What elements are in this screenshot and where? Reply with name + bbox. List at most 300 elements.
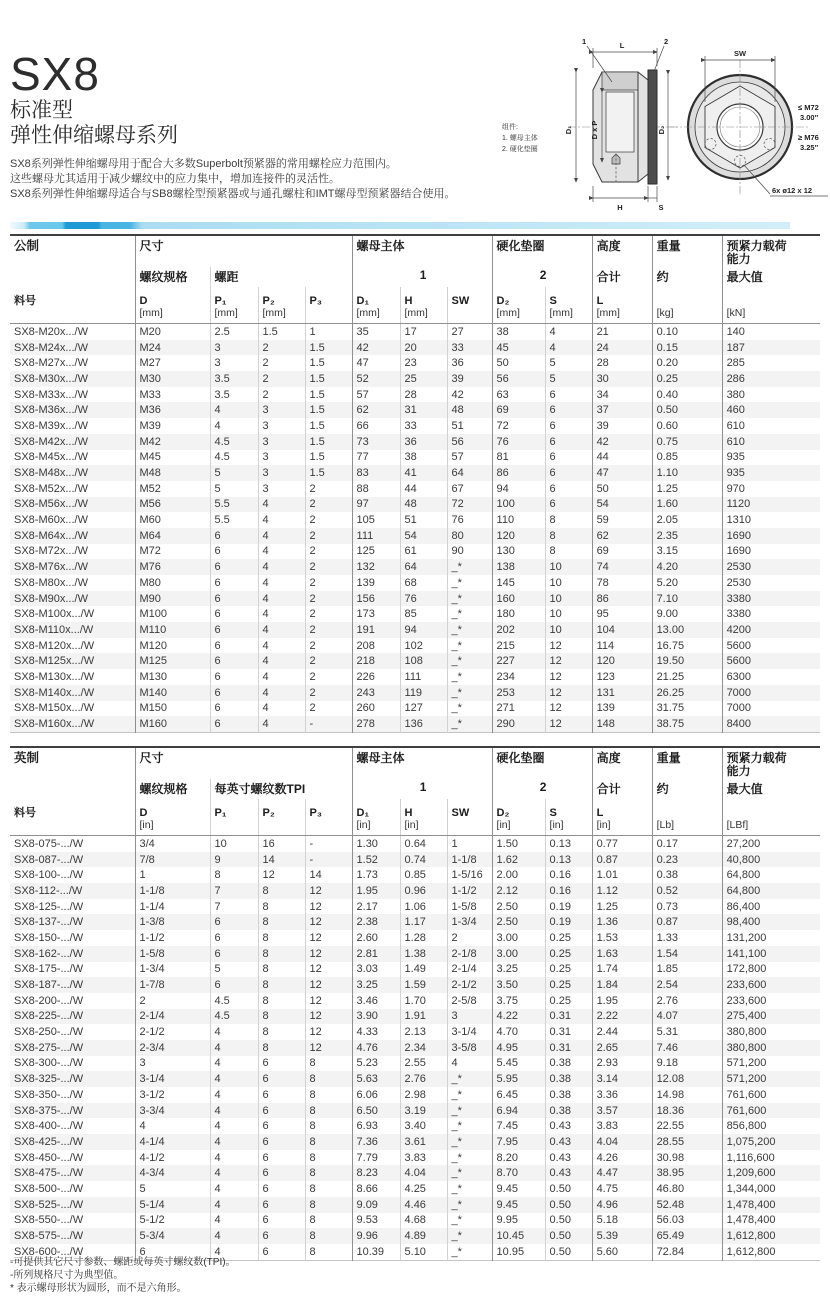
- table-cell: 1,478,400: [722, 1213, 820, 1229]
- table-cell: 2: [447, 930, 492, 946]
- table-cell: 73: [352, 434, 400, 450]
- table-row: [10, 1134, 820, 1150]
- table-cell: 1690: [722, 528, 820, 544]
- table-cell: M36: [135, 402, 210, 418]
- table-cell: 12: [545, 653, 592, 669]
- table-cell: 4: [210, 402, 258, 418]
- table-cell: 39: [447, 371, 492, 387]
- table-cell: 4: [210, 1118, 258, 1134]
- table-cell: 1.38: [400, 946, 447, 962]
- column-header: SW: [447, 287, 492, 324]
- table-cell: 12: [305, 883, 352, 899]
- table-cell: SX8-M140x.../W: [14, 686, 95, 699]
- table-cell: M39: [135, 418, 210, 434]
- table-cell: 4-1/4: [135, 1134, 210, 1150]
- table-cell: 125: [352, 544, 400, 560]
- table-cell: 6: [258, 1087, 305, 1103]
- table-cell: 1: [447, 836, 492, 852]
- table-cell: 0.19: [545, 914, 592, 930]
- table-cell: 1,116,600: [722, 1150, 820, 1166]
- table-cell: 139: [592, 701, 652, 717]
- table-cell: 2.65: [592, 1040, 652, 1056]
- group-header: 硬化垫圈: [492, 747, 592, 779]
- table-cell: 6.45: [492, 1087, 545, 1103]
- table-cell: 94: [400, 622, 447, 638]
- table-cell: 78: [592, 575, 652, 591]
- annotation-hex-max-metric: ≤ M72: [798, 103, 819, 112]
- table-cell: 86: [492, 465, 545, 481]
- table-cell: 1.74: [592, 962, 652, 978]
- table-cell: 31: [400, 402, 447, 418]
- table-cell: SX8-400-.../W: [14, 1120, 84, 1133]
- table-cell: 0.60: [652, 418, 722, 434]
- table-cell: 76: [492, 434, 545, 450]
- table-cell: 64,800: [722, 883, 820, 899]
- table-cell: 1.91: [400, 1009, 447, 1025]
- table-cell: 120: [492, 528, 545, 544]
- table-cell: 5: [545, 355, 592, 371]
- table-cell: 3: [258, 434, 305, 450]
- table-cell: 8: [305, 1087, 352, 1103]
- table-cell: M20: [135, 324, 210, 340]
- table-cell: 0.85: [652, 450, 722, 466]
- table-cell: M24: [135, 340, 210, 356]
- table-cell: 6: [210, 701, 258, 717]
- table-cell: 1-5/8: [135, 946, 210, 962]
- table-cell: 1-1/2: [135, 930, 210, 946]
- table-cell: 38: [400, 450, 447, 466]
- table-cell: 7000: [722, 685, 820, 701]
- table-cell: 1.06: [400, 899, 447, 915]
- table-row: [10, 930, 820, 946]
- table-cell: 8: [258, 1024, 305, 1040]
- table-cell: SX8-375-.../W: [14, 1104, 84, 1117]
- table-cell: 4: [258, 591, 305, 607]
- table-cell: 6: [210, 575, 258, 591]
- table-row: [10, 340, 820, 356]
- table-cell: 1.49: [400, 962, 447, 978]
- table-row: [10, 465, 820, 481]
- table-cell: 41: [400, 465, 447, 481]
- table-cell: _*: [447, 1228, 492, 1244]
- table-cell: 36: [447, 355, 492, 371]
- table-cell: SX8-M76x.../W: [14, 561, 88, 574]
- table-cell: 4: [258, 716, 305, 732]
- table-cell: 4.33: [352, 1024, 400, 1040]
- table-cell: 28.55: [652, 1134, 722, 1150]
- table-cell: 1: [135, 867, 210, 883]
- table-cell: 4.95: [492, 1040, 545, 1056]
- table-cell: 610: [722, 418, 820, 434]
- table-cell: 6: [258, 1134, 305, 1150]
- description: [10, 157, 456, 202]
- table-cell: M120: [135, 638, 210, 654]
- footnote: -可提供其它尺寸参数、螺距或每英寸螺纹数(TPI)。: [10, 1257, 236, 1268]
- table-cell: 2.81: [352, 946, 400, 962]
- table-cell: 4.76: [352, 1040, 400, 1056]
- table-cell: 114: [592, 638, 652, 654]
- table-cell: 140: [722, 324, 820, 340]
- group-header: 1: [352, 779, 492, 799]
- table-cell: 8: [305, 1134, 352, 1150]
- table-cell: 4: [210, 1071, 258, 1087]
- table-cell: 12: [305, 962, 352, 978]
- table-cell: 12: [545, 669, 592, 685]
- table-cell: 4: [210, 1165, 258, 1181]
- column-header: H [in]: [400, 799, 447, 836]
- table-row: [10, 450, 820, 466]
- table-cell: 50: [492, 355, 545, 371]
- table-cell: 3: [447, 1009, 492, 1025]
- table-cell: 4: [258, 512, 305, 528]
- table-cell: 6: [258, 1118, 305, 1134]
- table-cell: SX8-M72x.../W: [14, 545, 88, 558]
- table-cell: 8: [258, 946, 305, 962]
- table-cell: 4: [545, 324, 592, 340]
- table-cell: 20: [400, 340, 447, 356]
- table-cell: 90: [447, 544, 492, 560]
- table-cell: 8: [305, 1071, 352, 1087]
- table-cell: 160: [492, 591, 545, 607]
- group-header: 尺寸: [135, 235, 352, 267]
- table-cell: 6.94: [492, 1103, 545, 1119]
- table-cell: 3-1/4: [447, 1024, 492, 1040]
- table-cell: 3.14: [592, 1071, 652, 1087]
- header-row: [10, 287, 820, 324]
- table-cell: SX8-575-.../W: [14, 1230, 84, 1243]
- group-header: 螺距: [210, 267, 352, 287]
- accent-gradient-bar: [10, 222, 790, 229]
- front-view: [670, 49, 828, 196]
- table-cell: 0.10: [652, 324, 722, 340]
- table-cell: 3: [258, 418, 305, 434]
- table-cell: 9.00: [652, 606, 722, 622]
- table-cell: SX8-M27x.../W: [14, 357, 88, 370]
- table-cell: 6: [258, 1071, 305, 1087]
- table-cell: 48: [400, 497, 447, 513]
- table-cell: 1.73: [352, 867, 400, 883]
- table-cell: 4: [210, 1024, 258, 1040]
- table-row: [10, 371, 820, 387]
- table-cell: 2: [258, 371, 305, 387]
- table-cell: 4.04: [400, 1165, 447, 1181]
- table-cell: 571,200: [722, 1071, 820, 1087]
- table-cell: SX8-M150x.../W: [14, 702, 95, 715]
- table-cell: 48: [447, 402, 492, 418]
- table-cell: 9.53: [352, 1213, 400, 1229]
- table-cell: 1.25: [592, 899, 652, 915]
- table-cell: 12: [545, 685, 592, 701]
- table-cell: 64: [400, 559, 447, 575]
- table-cell: 2: [305, 497, 352, 513]
- table-cell: SX8-137-.../W: [14, 916, 84, 929]
- table-cell: 102: [400, 638, 447, 654]
- table-cell: SX8-200-.../W: [14, 994, 84, 1007]
- column-header: P₂ [mm]: [258, 287, 305, 324]
- table-cell: 4.70: [492, 1024, 545, 1040]
- table-cell: SX8-M160x.../W: [14, 718, 95, 731]
- table-cell: 6: [210, 977, 258, 993]
- table-cell: M60: [135, 512, 210, 528]
- table-cell: 2: [258, 340, 305, 356]
- table-row: [10, 1118, 820, 1134]
- table-cell: 1-1/2: [447, 883, 492, 899]
- table-cell: SX8-162-.../W: [14, 947, 84, 960]
- table-cell: 0.17: [652, 836, 722, 852]
- table-row: [10, 1103, 820, 1119]
- table-cell: 227: [492, 653, 545, 669]
- table-cell: 4.5: [210, 1009, 258, 1025]
- table-cell: 8: [305, 1197, 352, 1213]
- table-cell: 12: [305, 899, 352, 915]
- table-cell: 2.13: [400, 1024, 447, 1040]
- group-header: 重量: [652, 235, 722, 267]
- table-cell: 8: [258, 1009, 305, 1025]
- table-cell: 4: [210, 1181, 258, 1197]
- metric-table: [10, 234, 820, 733]
- column-header: P₁ [mm]: [210, 287, 258, 324]
- table-cell: 1-3/4: [135, 962, 210, 978]
- table-cell: 17: [400, 324, 447, 340]
- table-cell: 202: [492, 622, 545, 638]
- table-cell: 35: [352, 324, 400, 340]
- table-cell: 2: [305, 701, 352, 717]
- table-cell: 1,209,600: [722, 1165, 820, 1181]
- footnote: -所列规格尺寸为典型值。: [10, 1270, 124, 1281]
- table-cell: 37: [592, 402, 652, 418]
- table-cell: 8.66: [352, 1181, 400, 1197]
- table-cell: 2: [305, 512, 352, 528]
- table-cell: 5.20: [652, 575, 722, 591]
- column-header: 料号: [10, 799, 135, 836]
- table-cell: 120: [592, 653, 652, 669]
- table-row: [10, 606, 820, 622]
- table-cell: 7: [210, 899, 258, 915]
- table-cell: 4.75: [592, 1181, 652, 1197]
- column-header: D₂ [in]: [492, 799, 545, 836]
- table-cell: 2: [305, 622, 352, 638]
- table-cell: 76: [400, 591, 447, 607]
- table-cell: 10: [545, 575, 592, 591]
- table-cell: 4: [210, 1040, 258, 1056]
- table-cell: 4: [258, 669, 305, 685]
- table-cell: 4: [210, 1197, 258, 1213]
- table-cell: 3.40: [400, 1118, 447, 1134]
- group-header: 螺母主体: [352, 235, 492, 267]
- table-cell: 3.5: [210, 387, 258, 403]
- table-cell: 44: [592, 450, 652, 466]
- table-cell: 218: [352, 653, 400, 669]
- table-cell: 4: [258, 622, 305, 638]
- table-cell: 8: [258, 962, 305, 978]
- table-cell: _*: [447, 1181, 492, 1197]
- table-row: [10, 836, 820, 852]
- table-cell: 1.70: [400, 993, 447, 1009]
- table-cell: 4: [135, 1118, 210, 1134]
- table-cell: 0.74: [400, 852, 447, 868]
- table-cell: 8: [305, 1056, 352, 1072]
- table-cell: 40,800: [722, 852, 820, 868]
- table-cell: SX8-600-.../W: [14, 1245, 84, 1258]
- table-row: [10, 1024, 820, 1040]
- table-cell: 1-3/4: [447, 914, 492, 930]
- table-cell: _*: [447, 575, 492, 591]
- table-cell: SX8-500-.../W: [14, 1182, 84, 1195]
- table-cell: 0.40: [652, 387, 722, 403]
- table-cell: 10.95: [492, 1244, 545, 1260]
- table-cell: 42: [447, 387, 492, 403]
- table-cell: 0.43: [545, 1118, 592, 1134]
- table-cell: _*: [447, 622, 492, 638]
- table-cell: 2.60: [352, 930, 400, 946]
- table-cell: 0.50: [545, 1181, 592, 1197]
- table-cell: 2: [305, 653, 352, 669]
- table-cell: 4: [447, 1056, 492, 1072]
- table-cell: 12: [305, 1024, 352, 1040]
- table-cell: 856,800: [722, 1118, 820, 1134]
- table-cell: SX8-175-.../W: [14, 963, 84, 976]
- table-cell: 380,800: [722, 1040, 820, 1056]
- table-cell: 5.5: [210, 512, 258, 528]
- table-row: [10, 1009, 820, 1025]
- table-cell: 2: [258, 387, 305, 403]
- table-cell: 52: [352, 371, 400, 387]
- table-cell: SX8-M48x.../W: [14, 467, 88, 480]
- table-cell: 31.75: [652, 701, 722, 717]
- table-cell: 62: [352, 402, 400, 418]
- table-cell: SX8-M120x.../W: [14, 639, 95, 652]
- table-cell: 7000: [722, 701, 820, 717]
- table-cell: 1.63: [592, 946, 652, 962]
- table-cell: 12: [305, 977, 352, 993]
- table-row: [10, 701, 820, 717]
- table-cell: 7: [210, 883, 258, 899]
- table-cell: 2: [135, 993, 210, 1009]
- group-header: 预紧力载荷能力: [722, 747, 820, 779]
- table-cell: 38: [492, 324, 545, 340]
- table-cell: 6: [258, 1181, 305, 1197]
- group-header: 螺母主体: [352, 747, 492, 779]
- table-cell: _*: [447, 591, 492, 607]
- table-cell: 6: [545, 497, 592, 513]
- column-header: S [in]: [545, 799, 592, 836]
- table-cell: 52.48: [652, 1197, 722, 1213]
- table-cell: 4: [210, 1056, 258, 1072]
- table-cell: 172,800: [722, 962, 820, 978]
- table-cell: 0.31: [545, 1009, 592, 1025]
- table-cell: _*: [447, 1197, 492, 1213]
- table-cell: SX8-M90x.../W: [14, 592, 88, 605]
- table-cell: 8: [305, 1103, 352, 1119]
- table-cell: _*: [447, 638, 492, 654]
- table-cell: _*: [447, 559, 492, 575]
- dim-label-l: L: [619, 41, 625, 50]
- callout-1: 1: [582, 37, 587, 46]
- table-cell: 0.38: [545, 1103, 592, 1119]
- table-cell: 234: [492, 669, 545, 685]
- table-cell: 12: [305, 930, 352, 946]
- table-cell: 105: [352, 512, 400, 528]
- table-cell: 0.25: [545, 946, 592, 962]
- table-cell: 39: [592, 418, 652, 434]
- table-cell: 4: [210, 1134, 258, 1150]
- table-cell: 88: [352, 481, 400, 497]
- column-header: D₁ [mm]: [352, 287, 400, 324]
- table-cell: 3: [258, 402, 305, 418]
- table-cell: 4.96: [592, 1197, 652, 1213]
- table-cell: 9: [210, 852, 258, 868]
- table-cell: 1,612,800: [722, 1228, 820, 1244]
- table-cell: M100: [135, 606, 210, 622]
- table-cell: 187: [722, 340, 820, 356]
- table-cell: 10: [545, 622, 592, 638]
- table-cell: 2.98: [400, 1087, 447, 1103]
- table-cell: 145: [492, 575, 545, 591]
- table-row: [10, 653, 820, 669]
- table-cell: 5: [135, 1181, 210, 1197]
- table-cell: 0.75: [652, 434, 722, 450]
- table-cell: 50: [592, 481, 652, 497]
- footnote: * 表示螺母形状为圆形，而不是六角形。: [10, 1283, 187, 1294]
- table-cell: 6: [258, 1213, 305, 1229]
- table-cell: 23: [400, 355, 447, 371]
- table-cell: _*: [447, 1087, 492, 1103]
- table-cell: 42: [592, 434, 652, 450]
- table-cell: 4: [210, 1244, 258, 1260]
- table-cell: 4: [258, 575, 305, 591]
- column-header: L [mm]: [592, 287, 652, 324]
- table-cell: 13.00: [652, 622, 722, 638]
- table-cell: 4.26: [592, 1150, 652, 1166]
- table-cell: 10.39: [352, 1244, 400, 1260]
- table-cell: 10: [545, 606, 592, 622]
- table-cell: SX8-075-.../W: [14, 837, 84, 850]
- table-cell: 9.45: [492, 1181, 545, 1197]
- table-cell: 123: [592, 669, 652, 685]
- table-cell: 131: [592, 685, 652, 701]
- table-cell: 2-1/4: [447, 962, 492, 978]
- table-cell: 1.85: [652, 962, 722, 978]
- table-cell: M33: [135, 387, 210, 403]
- table-cell: _*: [447, 669, 492, 685]
- table-cell: SX8-450-.../W: [14, 1151, 84, 1164]
- table-cell: 100: [492, 497, 545, 513]
- table-cell: 61: [400, 544, 447, 560]
- table-cell: M130: [135, 669, 210, 685]
- table-cell: 77: [352, 450, 400, 466]
- table-cell: SX8-M125x.../W: [14, 655, 95, 668]
- table-cell: 8400: [722, 716, 820, 732]
- table-cell: 3-3/4: [135, 1103, 210, 1119]
- column-header: P₃: [305, 799, 352, 836]
- group-header: 公制: [14, 239, 40, 253]
- table-row: [10, 1087, 820, 1103]
- table-cell: 4.5: [210, 450, 258, 466]
- table-cell: SX8-275-.../W: [14, 1041, 84, 1054]
- table-cell: M160: [135, 716, 210, 732]
- table-cell: 27,200: [722, 836, 820, 852]
- table-cell: 72.84: [652, 1244, 722, 1260]
- table-cell: 6: [545, 387, 592, 403]
- table-cell: 25: [400, 371, 447, 387]
- table-cell: 26.25: [652, 685, 722, 701]
- group-header: 硬化垫圈: [492, 235, 592, 267]
- table-cell: 2: [305, 544, 352, 560]
- table-cell: 3.00: [492, 930, 545, 946]
- description-line: SX8系列弹性伸缩螺母适合与SB8螺栓型预紧器或与通孔螺柱和IMT螺母型预紧器结合使用。: [10, 188, 456, 201]
- table-cell: SX8-250-.../W: [14, 1026, 84, 1039]
- column-header: P₃: [305, 287, 352, 324]
